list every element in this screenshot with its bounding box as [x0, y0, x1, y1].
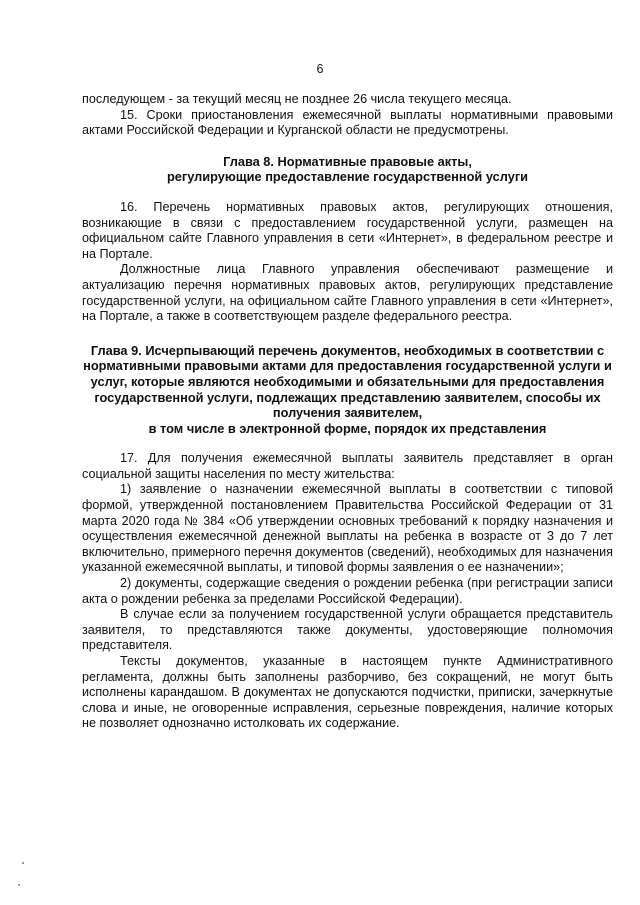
- scan-speck: [22, 862, 24, 864]
- chapter-9-title: Глава 9. Исчерпывающий перечень документов, необходимых в соответствии с нормативными правовыми актами для предоставления государственной услуги и услуг, которые являются необходимыми и обязательными для предоставления государственной услуги, подлежащих представлению заявителем, способы их получения заявителем,: [83, 342, 612, 421]
- chapter-8-heading: [82, 154, 613, 185]
- list-item-2: 2) документы, содержащие сведения о рождении ребенка (при регистрации записи акта о рождении ребенка за пределами Российской Федерации).: [82, 576, 613, 606]
- chapter-8-subtitle: регулирующие предоставление государственной услуги: [166, 169, 529, 185]
- page-number: 6: [316, 62, 324, 76]
- list-item-1: 1) заявление о назначении ежемесячной выплаты в соответствии с типовой формой, утвержденной постановлением Правительства Российской Федерации от 31 марта 2020 года № 384 «Об утверждении основных требований к порядку назначения и осуществления ежемесячной денежной выплаты на ребенка в возрасте от 3 до 7 лет включительно, примерного перечня документов (сведений), необходимых для назначения указанной ежемесячной выплаты, и типовой формы заявления о ее назначении»;: [82, 482, 613, 575]
- paragraph: Тексты документов, указанные в настоящем пункте Административного регламента, должны быть заполнены разборчиво, без сокращений, не могут быть исполнены карандашом. В документах не допускаются подчистки, приписки, зачеркнутые слова и иные, не оговоренные исправления, серьезные повреждения, наличие которых не позволяет однозначно истолковать их содержание.: [82, 654, 613, 731]
- paragraph-item-16: 16. Перечень нормативных правовых актов, регулирующих отношения, возникающие в связи с предоставлением государственной услуги, размещен на официальном сайте Главного управления в сети «Интернет», в федеральном реестре и на Портале.: [82, 199, 613, 261]
- paragraph: В случае если за получением государственной услуги обращается представитель заявителя, то представляются также документы, удостоверяющие полномочия представителя.: [82, 607, 613, 653]
- paragraph-item-15: 15. Сроки приостановления ежемесячной выплаты нормативными правовыми актами Российской Федерации и Курганской области не предусмотрены.: [82, 107, 613, 138]
- paragraph: последующем - за текущий месяц не позднее 26 числа текущего месяца.: [82, 92, 512, 106]
- scan-speck: [18, 884, 20, 886]
- document-body: [82, 92, 613, 732]
- paragraph-item-17: 17. Для получения ежемесячной выплаты заявитель представляет в орган социальной защиты населения по месту жительства:: [82, 451, 613, 481]
- chapter-9-heading: [82, 343, 613, 437]
- chapter-9-subtitle: в том числе в электронной форме, порядок их представления: [148, 420, 547, 436]
- paragraph: Должностные лица Главного управления обеспечивают размещение и актуализацию перечня нормативных правовых актов, регулирующих представление государственной услуги, на официальном сайте Главного управления в сети «Интернет», на Портале, а также в соответствующем разделе федерального реестра.: [82, 262, 613, 324]
- chapter-8-title: Глава 8. Нормативные правовые акты,: [223, 153, 472, 169]
